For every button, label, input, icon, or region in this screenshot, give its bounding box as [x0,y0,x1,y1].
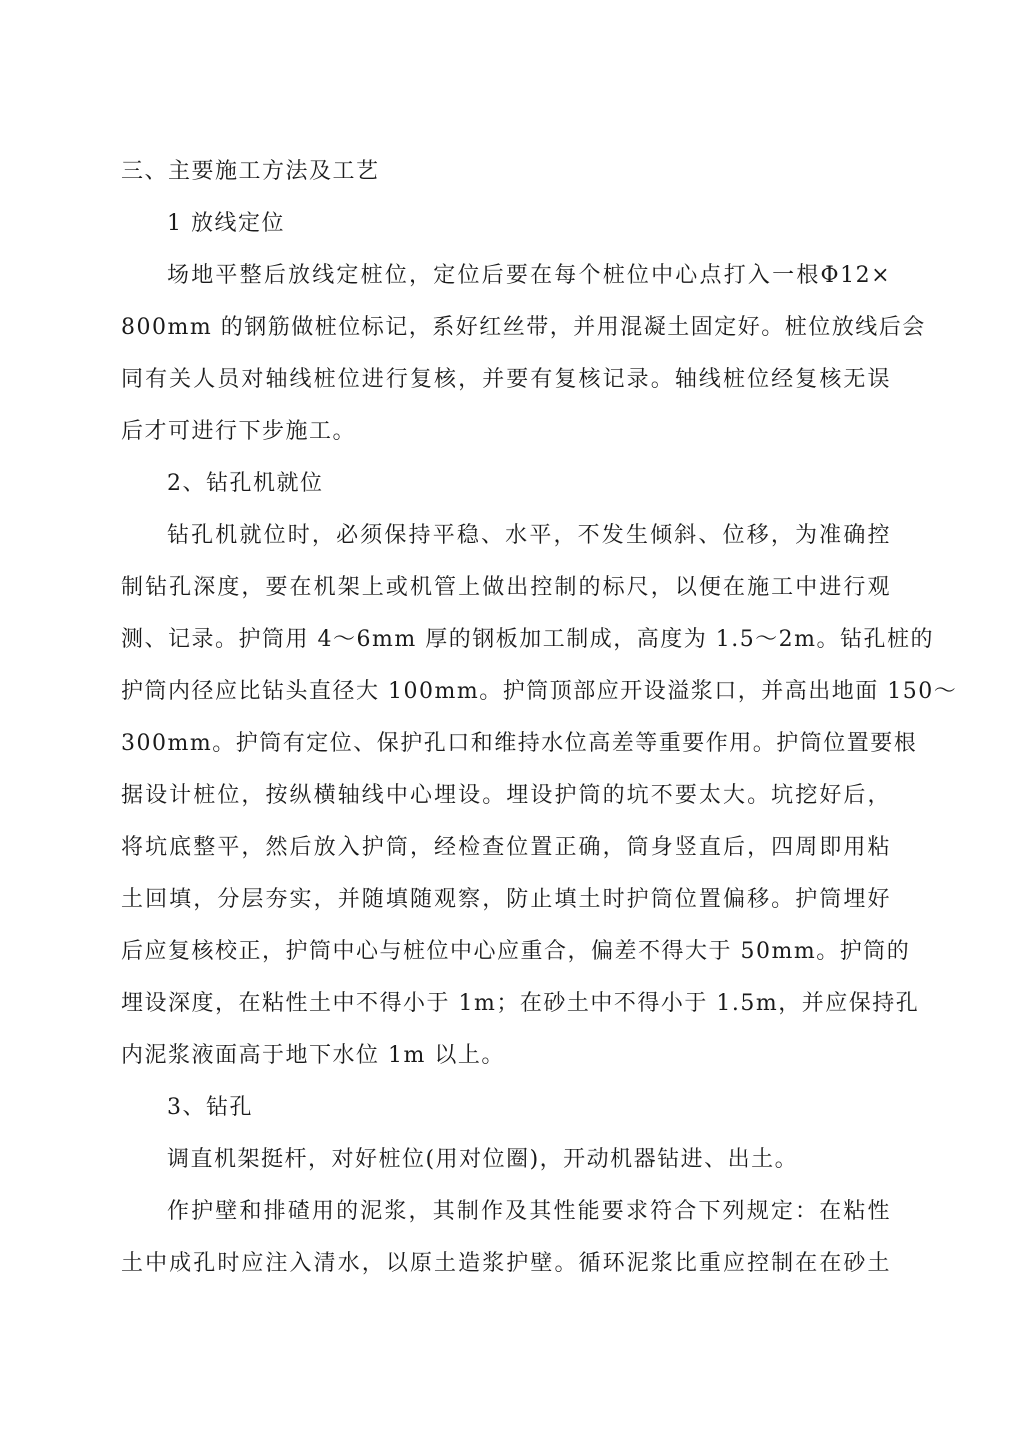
paragraph-line: 护筒内径应比钻头直径大 100mm。护筒顶部应开设溢浆口，并高出地面 150～ [121,679,958,704]
paragraph-line: 后才可进行下步施工。 [121,419,357,444]
subsection-3-heading: 3、钻孔 [167,1095,253,1120]
subsection-2-paragraph [121,510,958,1082]
paragraph-line: 300mm。护筒有定位、保护孔口和维持水位高差等重要作用。护筒位置要根 [121,731,918,756]
document-body [121,146,958,1290]
paragraph-line: 土中成孔时应注入清水，以原土造浆护壁。循环泥浆比重应控制在在砂土 [121,1251,891,1276]
paragraph-line: 调直机架挺杆，对好桩位(用对位圈)，开动机器钻进、出土。 [167,1147,799,1172]
paragraph-line: 钻孔机就位时，必须保持平稳、水平，不发生倾斜、位移，为准确控 [167,523,891,548]
paragraph-line: 800mm 的钢筋做桩位标记，系好红丝带，并用混凝土固定好。桩位放线后会 [121,315,926,340]
subsection-2-heading: 2、钻孔机就位 [167,471,324,496]
paragraph-line: 将坑底整平，然后放入护筒，经检查位置正确，筒身竖直后，四周即用粘 [121,835,891,860]
paragraph-line: 制钻孔深度，要在机架上或机管上做出控制的标尺，以便在施工中进行观 [121,575,891,600]
paragraph-line: 据设计桩位，按纵横轴线中心埋设。埋设护筒的坑不要太大。坑挖好后， [121,783,891,808]
paragraph-line: 场地平整后放线定桩位，定位后要在每个桩位中心点打入一根Φ12× [167,263,891,288]
paragraph-line: 测、记录。护筒用 4～6mm 厚的钢板加工制成，高度为 1.5～2m。钻孔桩的 [121,627,935,652]
subsection-3-paragraph-2 [121,1186,891,1290]
paragraph-line: 后应复核校正，护筒中心与桩位中心应重合，偏差不得大于 50mm。护筒的 [121,939,911,964]
subsection-3-paragraph-1 [121,1134,891,1186]
subsection-1-paragraph [121,250,926,458]
paragraph-line: 同有关人员对轴线桩位进行复核，并要有复核记录。轴线桩位经复核无误 [121,367,891,392]
paragraph-line: 作护壁和排碴用的泥浆，其制作及其性能要求符合下列规定：在粘性 [167,1199,891,1224]
subsection-1-heading: 1 放线定位 [167,211,285,236]
section-heading: 三、主要施工方法及工艺 [121,159,380,184]
paragraph-line: 土回填，分层夯实，并随填随观察，防止填土时护筒位置偏移。护筒埋好 [121,887,891,912]
paragraph-line: 内泥浆液面高于地下水位 1m 以上。 [121,1043,505,1068]
paragraph-line: 埋设深度，在粘性土中不得小于 1m；在砂土中不得小于 1.5m，并应保持孔 [121,991,920,1016]
